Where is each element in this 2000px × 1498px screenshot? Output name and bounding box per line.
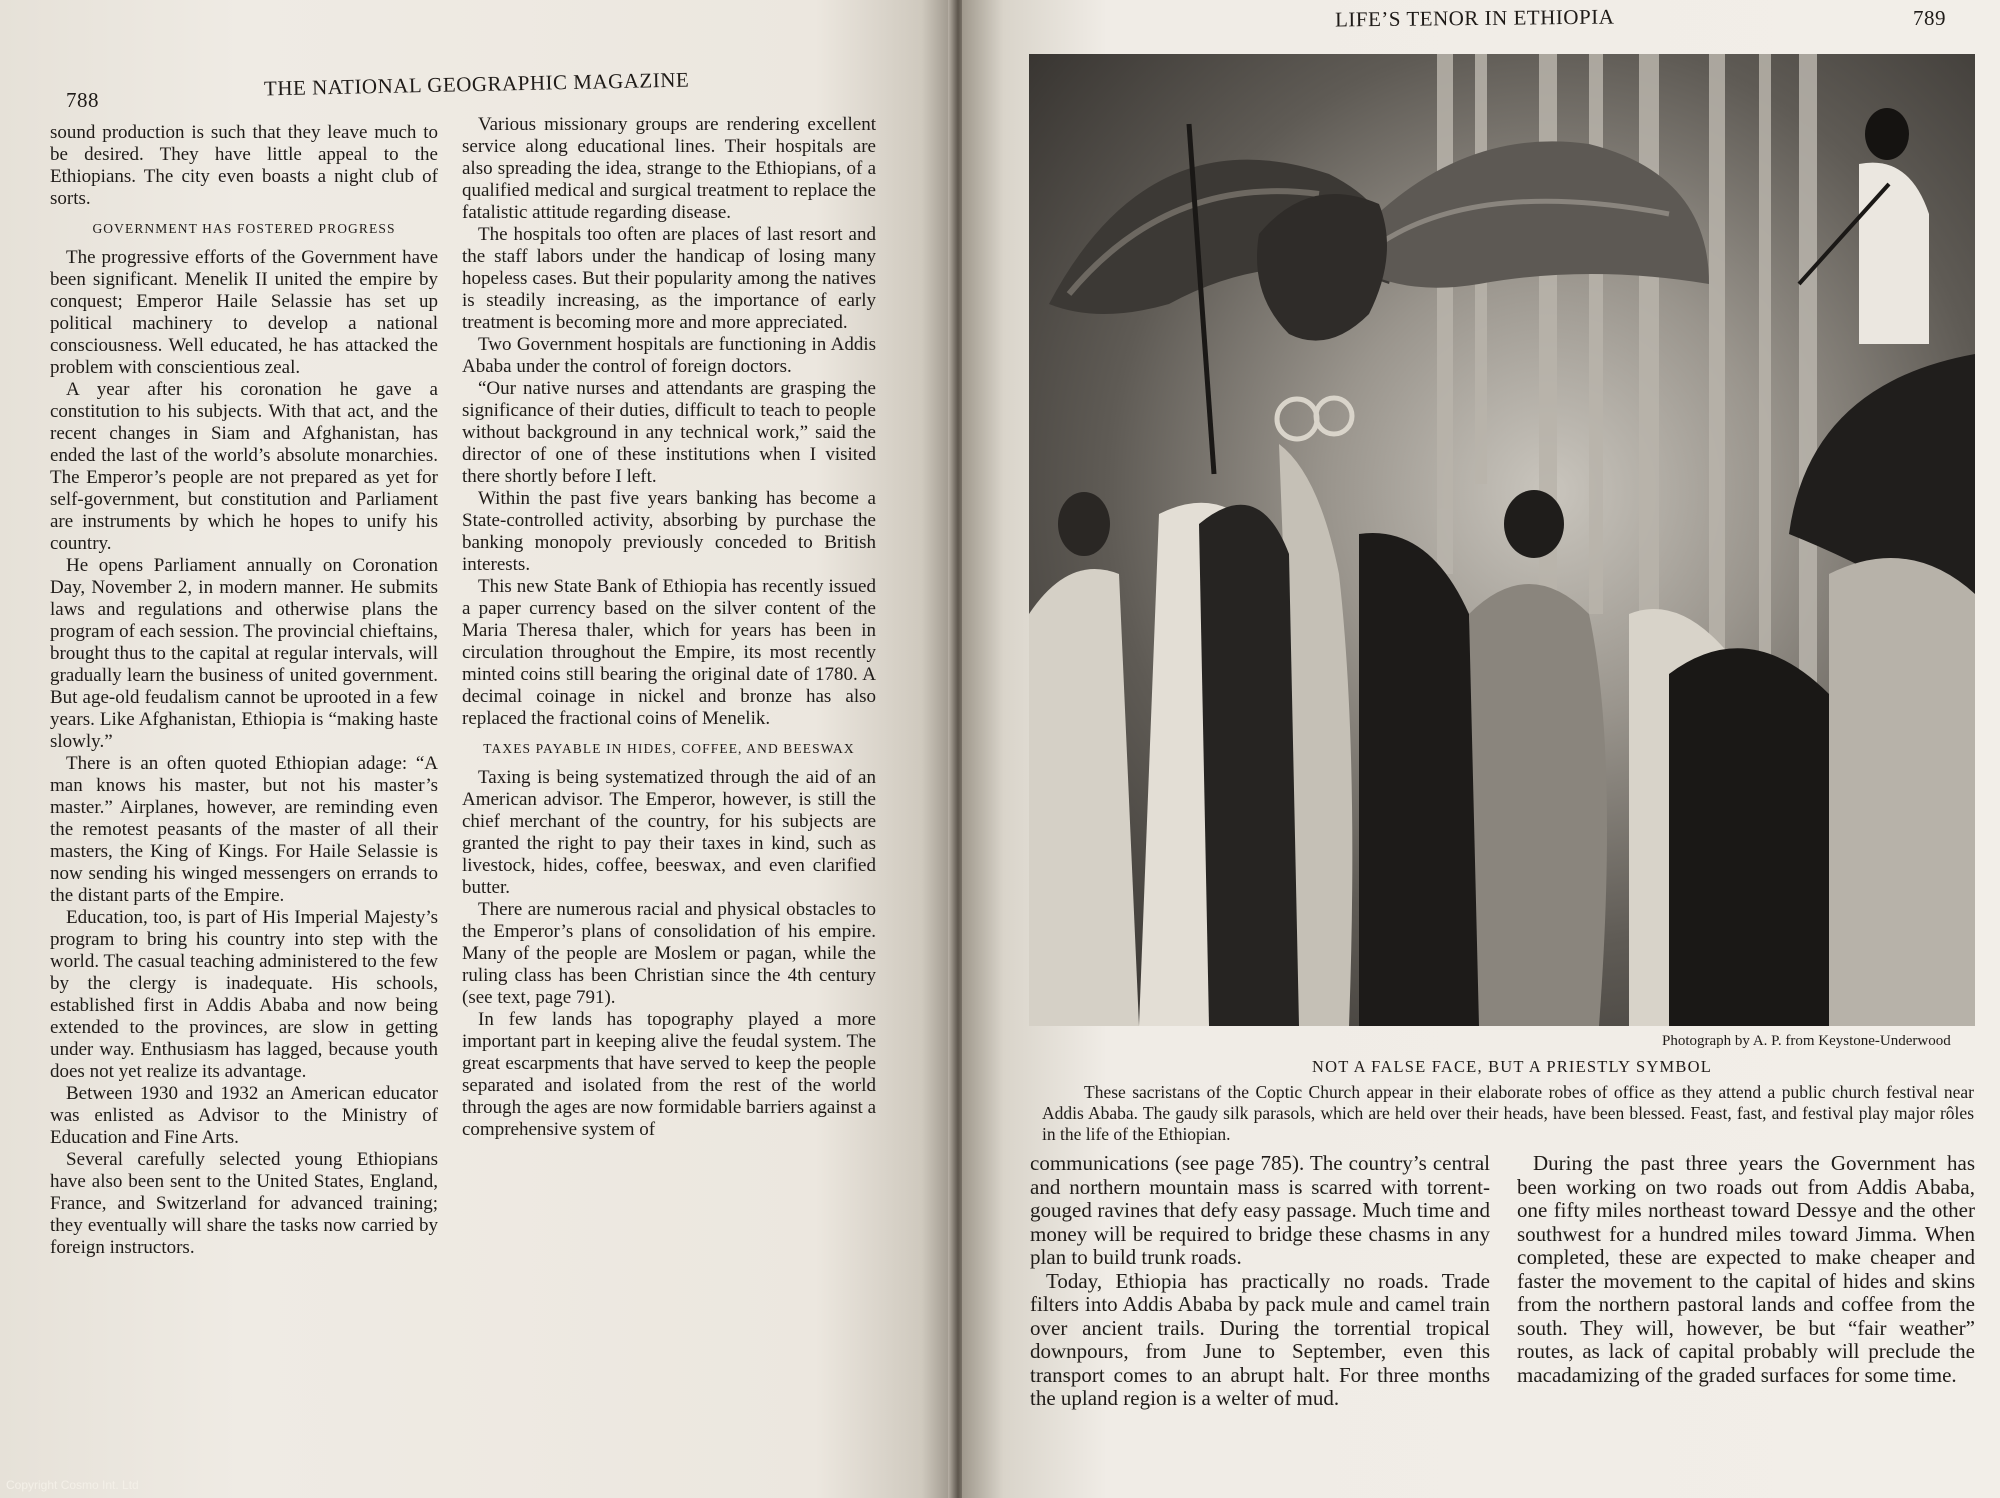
- caption-title: NOT A FALSE FACE, BUT A PRIESTLY SYMBOL: [1312, 1057, 1712, 1076]
- caption-paragraph: These sacristans of the Coptic Church appear in their elaborate robes of office as they attend a public church festival near Addis Ababa. The gaudy silk parasols, which are held over their heads, have been blessed. Feast, fast, and festival play major rôles in the life of the Ethiopian.: [1042, 1082, 1974, 1144]
- paragraph: There are numerous racial and physical obstacles to the Emperor’s plans of consolidation of his empire. Many of the people are Moslem or pagan, while the ruling class has been Christian since the 4th century (see text, page 791).: [462, 899, 876, 1008]
- right-column-2: [1517, 1152, 1975, 1387]
- paragraph: Two Government hospitals are functioning in Addis Ababa under the control of foreign doctors.: [462, 334, 876, 377]
- paragraph: There is an often quoted Ethiopian adage: “A man knows his master, but not his master’s master.” Airplanes, however, are reminding even the remotest peasants of the master of all their masters, the King of Kings. For Haile Selassie is now sending his winged messengers on errands to the distant parts of the Empire.: [50, 753, 438, 906]
- section-heading: TAXES PAYABLE IN HIDES, COFFEE, AND BEESWAX: [483, 741, 855, 756]
- paragraph: sound production is such that they leave much to be desired. They have little appeal to the Ethiopians. The city even boasts a night club of sorts.: [50, 122, 438, 209]
- paragraph: A year after his coronation he gave a constitution to his subjects. With that act, and the recent changes in Siam and Afghanistan, has ended the last of the world’s absolute monarchies. The Emperor’s people are not prepared as yet for self-government, but constitution and Parliament are instruments by which he hopes to unify his country.: [50, 379, 438, 554]
- paragraph: Today, Ethiopia has practically no roads. Trade filters into Addis Ababa by pack mule and camel train over ancient trails. During the torrential tropical downpours, from June to September, even this transport comes to an abrupt halt. For three months the upland region is a welter of mud.: [1030, 1268, 1490, 1410]
- paragraph: “Our native nurses and attendants are grasping the significance of their duties, difficult to teach to people without background in any technical work,” said the director of one of these institutions when I visited there shortly before I left.: [462, 378, 876, 487]
- photo-illustration: [1029, 54, 1975, 1026]
- page-number-left: 788: [66, 88, 99, 112]
- paragraph: Between 1930 and 1932 an American educator was enlisted as Advisor to the Ministry of Education and Fine Arts.: [50, 1083, 438, 1148]
- copyright-watermark: Copyright Cosmo Int. Ltd: [6, 1478, 139, 1492]
- paragraph: This new State Bank of Ethiopia has recently issued a paper currency based on the silver content of the Maria Theresa thaler, which for years has been in circulation throughout the Empire, its most recently minted coins still bearing the original date of 1780. A decimal coinage in nickel and bronze has also replaced the fractional coins of Menelik.: [462, 576, 876, 729]
- paragraph: Education, too, is part of His Imperial Majesty’s program to bring his country into step with the world. The casual teaching administered to the few by the clergy is inadequate. His schools, established first in Addis Ababa and now being extended to the provinces, are slow in getting under way. Enthusiasm has lagged, because youth does not yet realize its advantage.: [50, 907, 438, 1082]
- paragraph: Taxing is being systematized through the aid of an American advisor. The Emperor, however, is still the chief merchant of the country, for his subjects are granted the right to pay their taxes in kind, such as livestock, hides, coffee, beeswax, and even clarified butter.: [462, 767, 876, 898]
- paragraph: He opens Parliament annually on Coronation Day, November 2, in modern manner. He submits laws and regulations and otherwise plans the program of each session. The provincial chieftains, brought thus to the capital at regular intervals, will gradually learn the business of united government. But age-old feudalism cannot be uprooted in a few years. Like Afghanistan, Ethiopia is “making haste slowly.”: [50, 555, 438, 752]
- photo-credit: Photograph by A. P. from Keystone-Underwood: [1662, 1033, 1951, 1049]
- paragraph: communications (see page 785). The country’s central and northern mountain mass is scarred with torrent-gouged ravines that defy easy passage. Much time and money will be required to bridge these chasms in any plan to build trunk roads.: [1030, 1151, 1490, 1269]
- left-column-2: [438, 114, 876, 1141]
- right-column-1: [1030, 1152, 1490, 1411]
- page-number-right: 789: [1913, 6, 1946, 30]
- right-page: [962, 0, 2000, 1498]
- running-head-right: LIFE’S TENOR IN ETHIOPIA: [1334, 4, 1615, 32]
- left-column-1: [50, 122, 438, 1259]
- running-head-left: THE NATIONAL GEOGRAPHIC MAGAZINE: [263, 67, 690, 101]
- paragraph: In few lands has topography played a more important part in keeping alive the feudal system. The great escarpments that have served to keep the people separated and isolated from the rest of the world through the ages are now formidable barriers against a comprehensive system of: [462, 1009, 876, 1140]
- paragraph: During the past three years the Government has been working on two roads out from Addis Ababa, one fifty miles northeast toward Dessye and the other southwest for a hundred miles toward Jimma. When completed, these are expected to make cheaper and faster the movement to the capital of hides and skins from the northern pastoral lands and coffee from the south. They will, however, be but “fair weather” routes, as lack of capital probably will preclude the macadamizing of the graded surfaces for some time.: [1517, 1151, 1975, 1387]
- caption-text: [1042, 1082, 1974, 1145]
- section-heading: GOVERNMENT HAS FOSTERED PROGRESS: [92, 221, 396, 236]
- paragraph: The progressive efforts of the Government have been significant. Menelik II united the empire by conquest; Emperor Haile Selassie has set up political machinery to develop a national consciousness. Well educated, he has attacked the problem with conscientious zeal.: [50, 247, 438, 378]
- paragraph: The hospitals too often are places of last resort and the staff labors under the handicap of losing many hopeless cases. But their popularity among the natives is steadily increasing, as the importance of early treatment is becoming more and more appreciated.: [462, 224, 876, 333]
- paragraph: Several carefully selected young Ethiopians have also been sent to the United States, England, France, and Switzerland for advanced training; they eventually will share the tasks now carried by foreign instructors.: [50, 1149, 438, 1258]
- paragraph: Within the past five years banking has become a State-controlled activity, absorbing by purchase the banking monopoly previously conceded to British interests.: [462, 488, 876, 575]
- paragraph: Various missionary groups are rendering excellent service along educational lines. Their hospitals are also spreading the idea, strange to the Ethiopians, of a qualified medical and surgical treatment to replace the fatalistic attitude regarding disease.: [462, 114, 876, 223]
- photograph-priests-with-parasols: [1029, 54, 1975, 1026]
- left-page: [0, 0, 960, 1498]
